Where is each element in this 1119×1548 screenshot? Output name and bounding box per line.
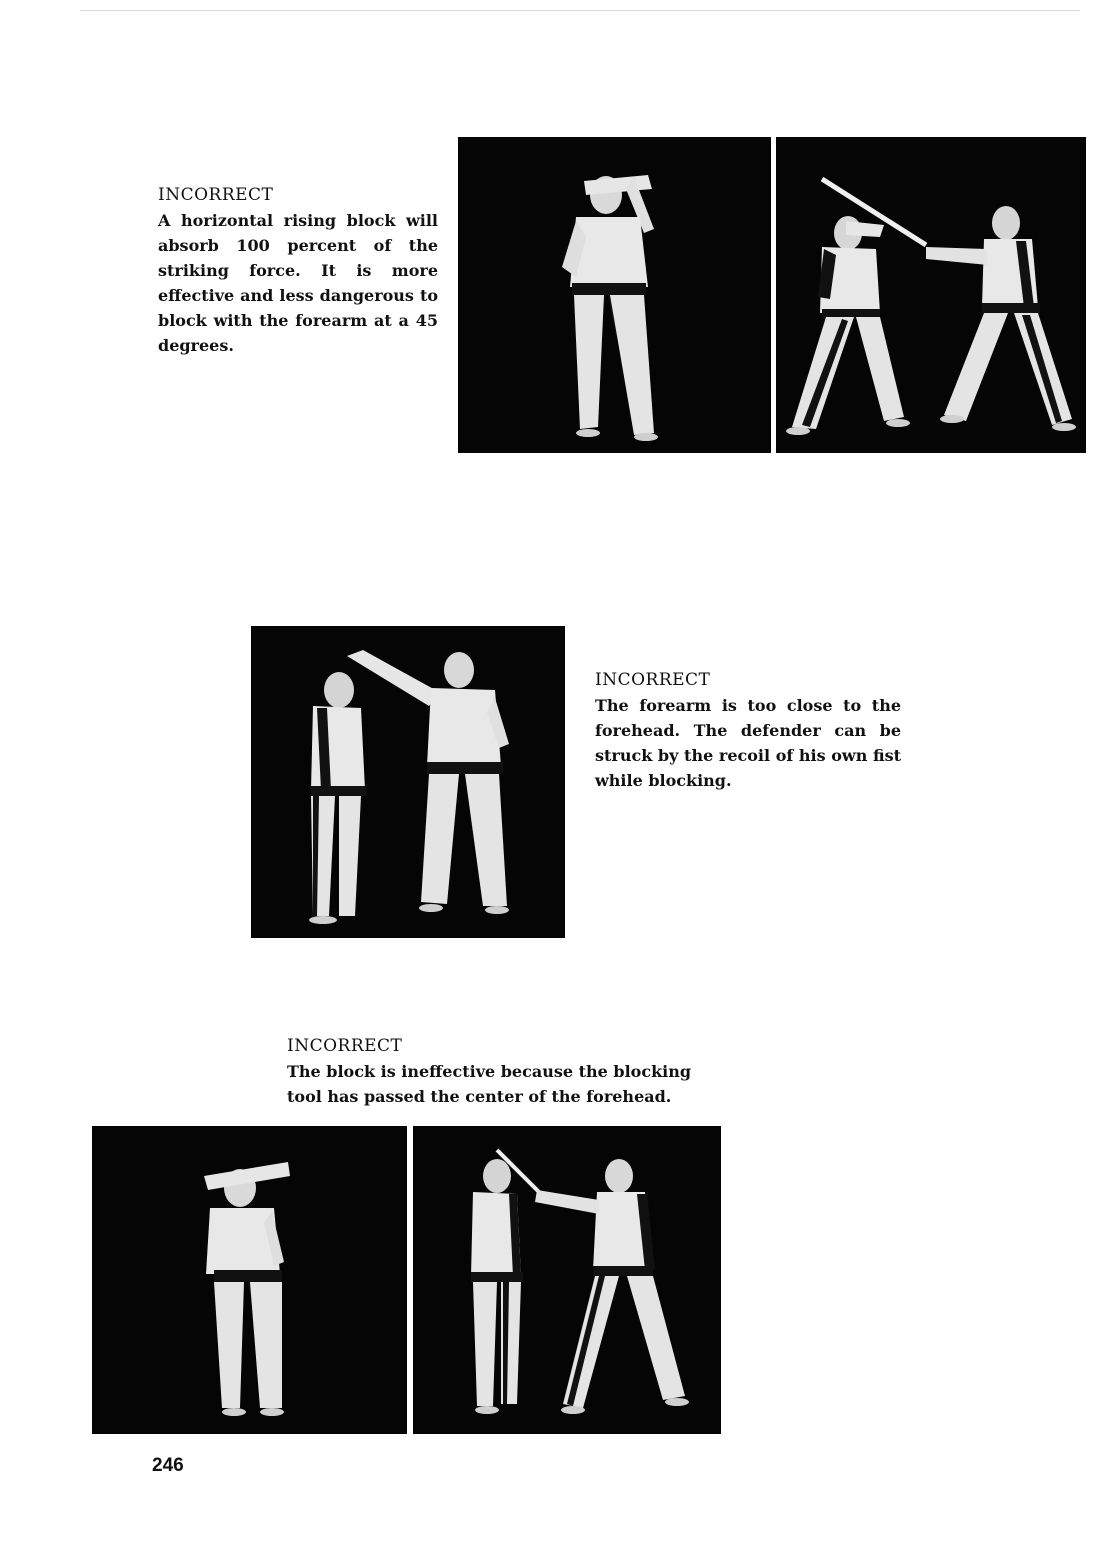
- caption-text: A horizontal rising block will absorb 100 percent of the striking force. It is more effective and less dangerous to block with the forearm at a 45 degrees.: [158, 211, 438, 355]
- photo-block-passed-center-solo: [92, 1126, 407, 1434]
- photo-block-passed-center-stick-attack: [413, 1126, 721, 1434]
- caption-block-passed-center: [287, 1034, 707, 1109]
- caption-text: The forearm is too close to the forehead. The defender can be struck by the recoil of his own fist while blocking.: [595, 696, 901, 790]
- caption-label: INCORRECT: [158, 185, 274, 205]
- figures-forearm-too-close: [251, 626, 565, 938]
- page-number: 246: [152, 1455, 184, 1476]
- photo-forearm-too-close: [251, 626, 565, 938]
- figure-defender-solo-passed: [92, 1126, 407, 1434]
- caption-forearm-too-close: [595, 668, 901, 793]
- figures-defender-and-attacker: [776, 137, 1086, 453]
- figures-defender-and-attacker-passed: [413, 1126, 721, 1434]
- top-edge-rule: [80, 10, 1080, 11]
- caption-horizontal-rising-block: [158, 183, 438, 358]
- caption-label: INCORRECT: [287, 1036, 403, 1056]
- caption-label: INCORRECT: [595, 670, 711, 690]
- photo-rising-block-solo: [458, 137, 771, 453]
- caption-text: The block is ineffective because the blocking tool has passed the center of the forehead.: [287, 1062, 692, 1106]
- photo-rising-block-stick-attack: [776, 137, 1086, 453]
- figure-defender-solo: [458, 137, 771, 453]
